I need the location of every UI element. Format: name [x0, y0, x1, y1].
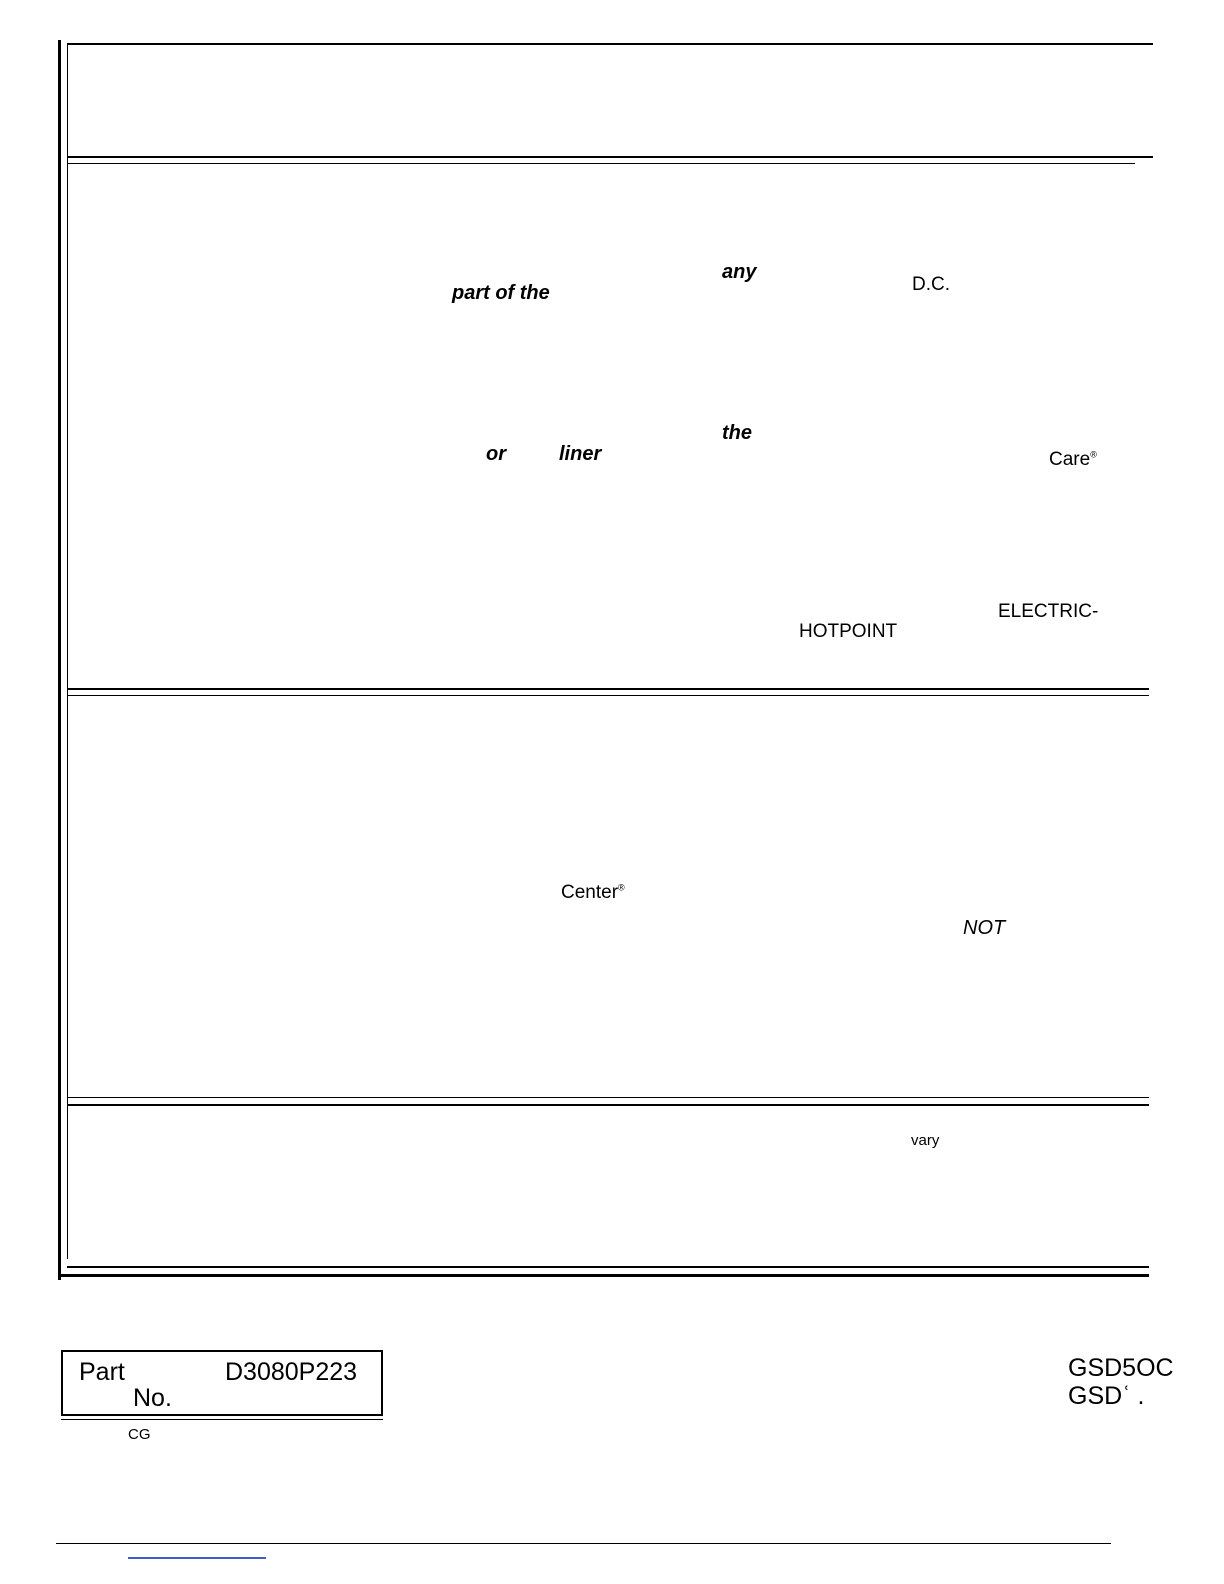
- footer-rule: [56, 1543, 1111, 1544]
- divider-header-top: [67, 156, 1153, 158]
- part-label: Part: [79, 1358, 125, 1386]
- left-tick-lower: [67, 1210, 68, 1255]
- text-part-of-the: part of the: [452, 282, 550, 304]
- divider-middle-top: [67, 688, 1149, 690]
- center-registered-mark: ®: [618, 882, 625, 893]
- text-or: or: [486, 443, 506, 465]
- left-tick-upper: [67, 1110, 68, 1180]
- no-label: No.: [133, 1384, 172, 1412]
- text-the: the: [722, 422, 752, 444]
- text-not: NOT: [963, 917, 1006, 939]
- cg-code: CG: [128, 1426, 151, 1443]
- model-numbers: [1068, 1354, 1174, 1416]
- model-number-line-1: GSD5OC: [1068, 1354, 1174, 1382]
- text-vary: vary: [911, 1132, 940, 1149]
- frame-top-border: [67, 43, 1153, 45]
- text-electric: ELECTRIC-: [998, 601, 1099, 622]
- part-number-box: [61, 1350, 383, 1416]
- text-center: [561, 883, 625, 902]
- divider-bottom-top: [67, 1266, 1149, 1268]
- text-any: any: [722, 261, 757, 283]
- footer-link-underline[interactable]: [128, 1557, 266, 1559]
- divider-lower-bottom: [67, 1104, 1149, 1106]
- text-dc: D.C.: [912, 274, 950, 295]
- outer-frame-left-border: [58, 40, 61, 1280]
- text-liner: liner: [559, 443, 602, 465]
- model-number-line-2: GSDʿ .: [1068, 1382, 1145, 1410]
- part-number-value: D3080P223: [225, 1358, 358, 1386]
- divider-middle-bottom: [67, 695, 1149, 696]
- part-box-underline: [61, 1419, 383, 1420]
- inner-frame-left-border: [67, 44, 68, 1259]
- divider-bottom-bottom: [58, 1274, 1149, 1277]
- care-word: Care: [1049, 449, 1091, 470]
- divider-lower-top: [67, 1097, 1149, 1098]
- text-hotpoint: HOTPOINT: [799, 621, 898, 642]
- divider-header-bottom: [67, 163, 1135, 164]
- text-care: [1049, 450, 1097, 469]
- care-registered-mark: ®: [1090, 449, 1097, 460]
- center-word: Center: [561, 882, 619, 903]
